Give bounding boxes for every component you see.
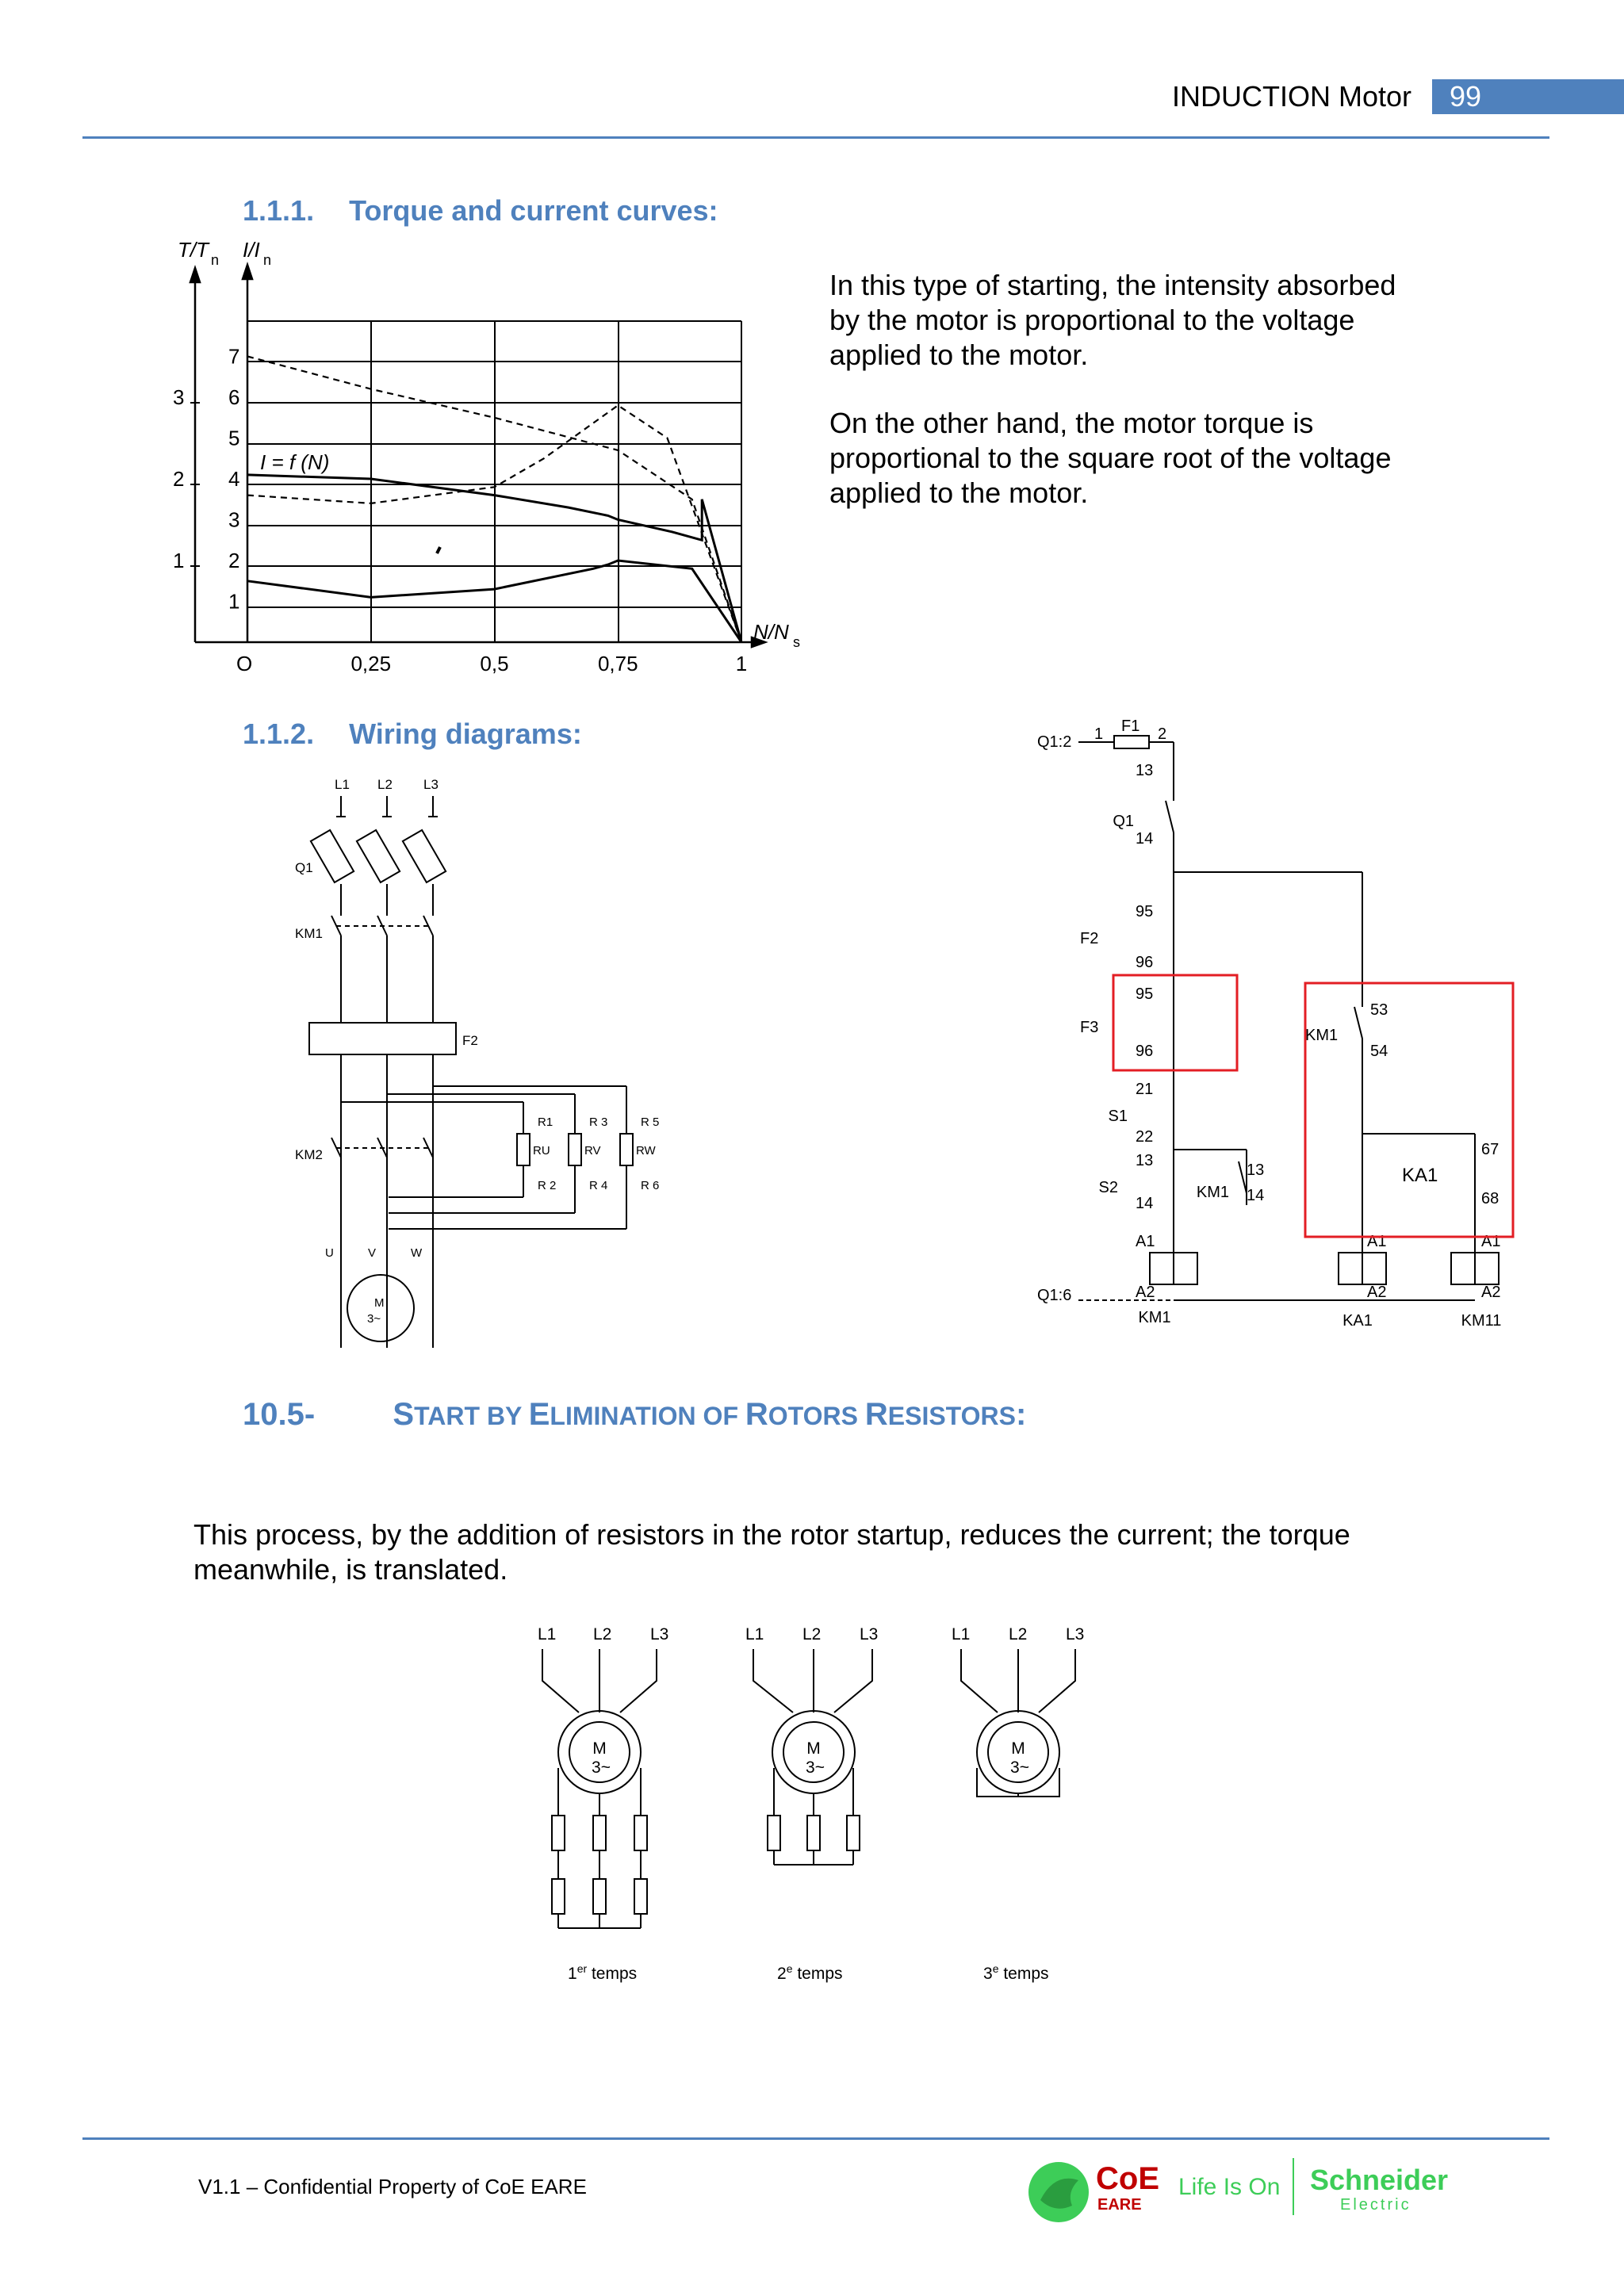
svg-text:M: M (374, 1296, 385, 1310)
section-title: Torque and current curves: (349, 194, 718, 227)
phase-l1-label: L1 (335, 777, 350, 792)
control-circuit-diagram (1031, 714, 1530, 1340)
svg-text:L1: L1 (745, 1625, 764, 1644)
section-number: 1.1.1. (243, 194, 315, 227)
svg-text:67: 67 (1481, 1141, 1500, 1158)
y2-tick-label: 3 (228, 507, 240, 532)
svg-text:M: M (1011, 1739, 1025, 1758)
life-is-on-label: Life Is On (1178, 2174, 1281, 2200)
caption-1: 1er temps (568, 1962, 638, 1983)
svg-text:13: 13 (1136, 1152, 1154, 1169)
svg-text:14: 14 (1136, 1195, 1154, 1212)
caption-2: 2e temps (777, 1962, 843, 1983)
svg-text:L3: L3 (860, 1625, 879, 1644)
svg-text:68: 68 (1481, 1190, 1500, 1207)
q1-6-label: Q1:6 (1037, 1287, 1072, 1304)
section-heading-1-1-1 (243, 193, 718, 228)
svg-text:R 3: R 3 (589, 1115, 608, 1129)
svg-text:RV: RV (584, 1144, 601, 1158)
paragraph-3 (193, 1517, 1542, 1587)
svg-text:95: 95 (1136, 985, 1154, 1003)
y2-arrow (243, 265, 252, 279)
svg-text:13: 13 (1247, 1161, 1265, 1179)
svg-text:RW: RW (636, 1144, 656, 1158)
y1-axis-sub: n (211, 252, 220, 268)
svg-text:R 4: R 4 (589, 1179, 608, 1192)
q1-control-label: Q1 (1113, 813, 1134, 830)
coe-label: CoE (1096, 2161, 1159, 2196)
p1-line-1: In this type of starting, the intensity absorbed (829, 269, 1396, 301)
torque-current-chart (167, 230, 817, 690)
footer-rule (82, 2137, 1549, 2140)
svg-text:A1: A1 (1136, 1233, 1155, 1250)
y1-arrow (190, 268, 200, 282)
s1-label: S1 (1108, 1108, 1128, 1125)
svg-text:3~: 3~ (1010, 1758, 1029, 1777)
svg-text:RU: RU (533, 1144, 550, 1158)
km1-53-label: KM1 (1305, 1027, 1339, 1044)
f3-highlight-box (1113, 975, 1237, 1070)
svg-text:3~: 3~ (367, 1312, 381, 1326)
km1-label: KM1 (295, 926, 323, 941)
svg-text:M: M (592, 1739, 607, 1758)
chart-grid (247, 321, 741, 642)
p3-line-2: meanwhile, is translated. (193, 1553, 508, 1586)
svg-text:L1: L1 (538, 1625, 557, 1644)
curve-label: I = f (N) (260, 450, 330, 474)
svg-text:14: 14 (1247, 1187, 1265, 1204)
y2-axis-label: I/I (243, 238, 260, 262)
x-tick-label: 0,5 (480, 652, 509, 675)
f1-label: F1 (1121, 718, 1140, 735)
svg-text:1: 1 (1094, 725, 1104, 743)
f2-label: F2 (462, 1033, 478, 1048)
section-heading-1-1-2 (243, 717, 582, 752)
y1-tick-label: 3 (173, 385, 185, 409)
y2-tick-label: 7 (228, 344, 240, 369)
caption-3: 3e temps (983, 1962, 1049, 1983)
section-heading-10-5 (243, 1395, 1026, 1435)
svg-text:3~: 3~ (592, 1758, 611, 1777)
ka1-coil-label: KA1 (1342, 1312, 1373, 1330)
section-title: START BY ELIMINATION OF ROTORS RESISTORS: (393, 1397, 1027, 1432)
y2-tick-label: 1 (228, 589, 240, 614)
paragraph-1 (829, 268, 1396, 373)
km1-aux-label: KM1 (1196, 1184, 1229, 1201)
ka1-contact-label: KA1 (1402, 1165, 1438, 1186)
y2-axis-sub: n (263, 252, 272, 268)
km11-coil-label: KM11 (1461, 1312, 1502, 1330)
svg-text:R1: R1 (538, 1115, 553, 1129)
svg-text:W: W (411, 1246, 423, 1260)
svg-text:A1: A1 (1481, 1233, 1501, 1250)
svg-text:22: 22 (1136, 1128, 1154, 1146)
svg-text:13: 13 (1136, 762, 1154, 779)
section-number: 10.5- (243, 1397, 316, 1432)
svg-text:R 5: R 5 (641, 1115, 660, 1129)
s2-label: S2 (1098, 1179, 1118, 1196)
x-axis-sub: s (793, 634, 800, 650)
electric-label: Electric (1340, 2196, 1411, 2214)
svg-text:V: V (368, 1246, 377, 1260)
paragraph-2 (829, 406, 1391, 511)
svg-text:R 2: R 2 (538, 1179, 557, 1192)
svg-text:L2: L2 (1009, 1625, 1028, 1644)
x-tick-label: 0,25 (350, 652, 392, 675)
y1-tick-label: 2 (173, 467, 185, 491)
p1-line-2: by the motor is proportional to the voltage (829, 304, 1355, 336)
x-tick-label: 0,75 (597, 652, 638, 675)
section-number: 1.1.2. (243, 718, 315, 750)
svg-text:96: 96 (1136, 954, 1154, 971)
y1-tick-label: 1 (173, 549, 185, 572)
x-axis-label: N/N (753, 620, 789, 644)
eare-label: EARE (1097, 2196, 1142, 2214)
y2-tick-label: 2 (228, 549, 240, 572)
footer-text: V1.1 – Confidential Property of CoE EARE (198, 2175, 587, 2198)
svg-text:A2: A2 (1481, 1284, 1501, 1301)
svg-text:M: M (806, 1739, 821, 1758)
km1-coil-label: KM1 (1138, 1309, 1171, 1326)
y1-axis-label: T/T (178, 238, 209, 262)
x-tick-label: 1 (735, 652, 748, 675)
footer-logos (1023, 2156, 1467, 2228)
svg-text:2: 2 (1158, 725, 1167, 743)
svg-text:96: 96 (1136, 1043, 1154, 1060)
svg-text:A2: A2 (1367, 1284, 1387, 1301)
svg-text:53: 53 (1370, 1001, 1388, 1019)
page-number: 99 (1432, 79, 1624, 114)
svg-text:A2: A2 (1136, 1284, 1155, 1301)
p2-line-1: On the other hand, the motor torque is (829, 407, 1314, 439)
svg-text:A1: A1 (1367, 1233, 1387, 1250)
phase-l2-label: L2 (377, 777, 393, 792)
p2-line-2: proportional to the square root of the voltage (829, 442, 1392, 474)
p3-line-1: This process, by the addition of resistors in the rotor startup, reduces the current; the torque (193, 1518, 1350, 1551)
phase-l3-label: L3 (423, 777, 439, 792)
svg-text:U: U (325, 1246, 334, 1260)
svg-text:L3: L3 (1066, 1625, 1085, 1644)
y2-tick-label: 6 (228, 385, 240, 409)
svg-text:L3: L3 (650, 1625, 669, 1644)
rotor-resistor-diagrams (523, 1617, 1126, 1998)
svg-text:14: 14 (1136, 830, 1154, 848)
q1-label: Q1 (295, 860, 313, 875)
f3-label: F3 (1080, 1019, 1099, 1036)
coe-logo-icon (1023, 2156, 1094, 2228)
svg-text:95: 95 (1136, 903, 1154, 920)
p2-line-3: applied to the motor. (829, 476, 1089, 509)
power-circuit-diagram (285, 769, 682, 1348)
svg-text:R 6: R 6 (641, 1179, 660, 1192)
header-title: INDUCTION Motor (1171, 80, 1411, 113)
svg-text:3~: 3~ (806, 1758, 825, 1777)
p1-line-3: applied to the motor. (829, 339, 1089, 371)
svg-text:L2: L2 (802, 1625, 822, 1644)
svg-text:L1: L1 (952, 1625, 971, 1644)
svg-text:54: 54 (1370, 1043, 1388, 1060)
schneider-label: Schneider (1310, 2164, 1449, 2196)
origin-label: O (236, 652, 253, 675)
header-rule (82, 136, 1549, 139)
y2-tick-label: 4 (228, 467, 240, 491)
q1-2-label: Q1:2 (1037, 733, 1072, 751)
svg-text:L2: L2 (593, 1625, 612, 1644)
logo-divider (1293, 2158, 1294, 2215)
svg-text:21: 21 (1136, 1081, 1154, 1098)
section-title: Wiring diagrams: (349, 718, 582, 750)
y2-tick-label: 5 (228, 426, 240, 450)
f2-control-label: F2 (1080, 930, 1099, 947)
km2-label: KM2 (295, 1147, 323, 1162)
